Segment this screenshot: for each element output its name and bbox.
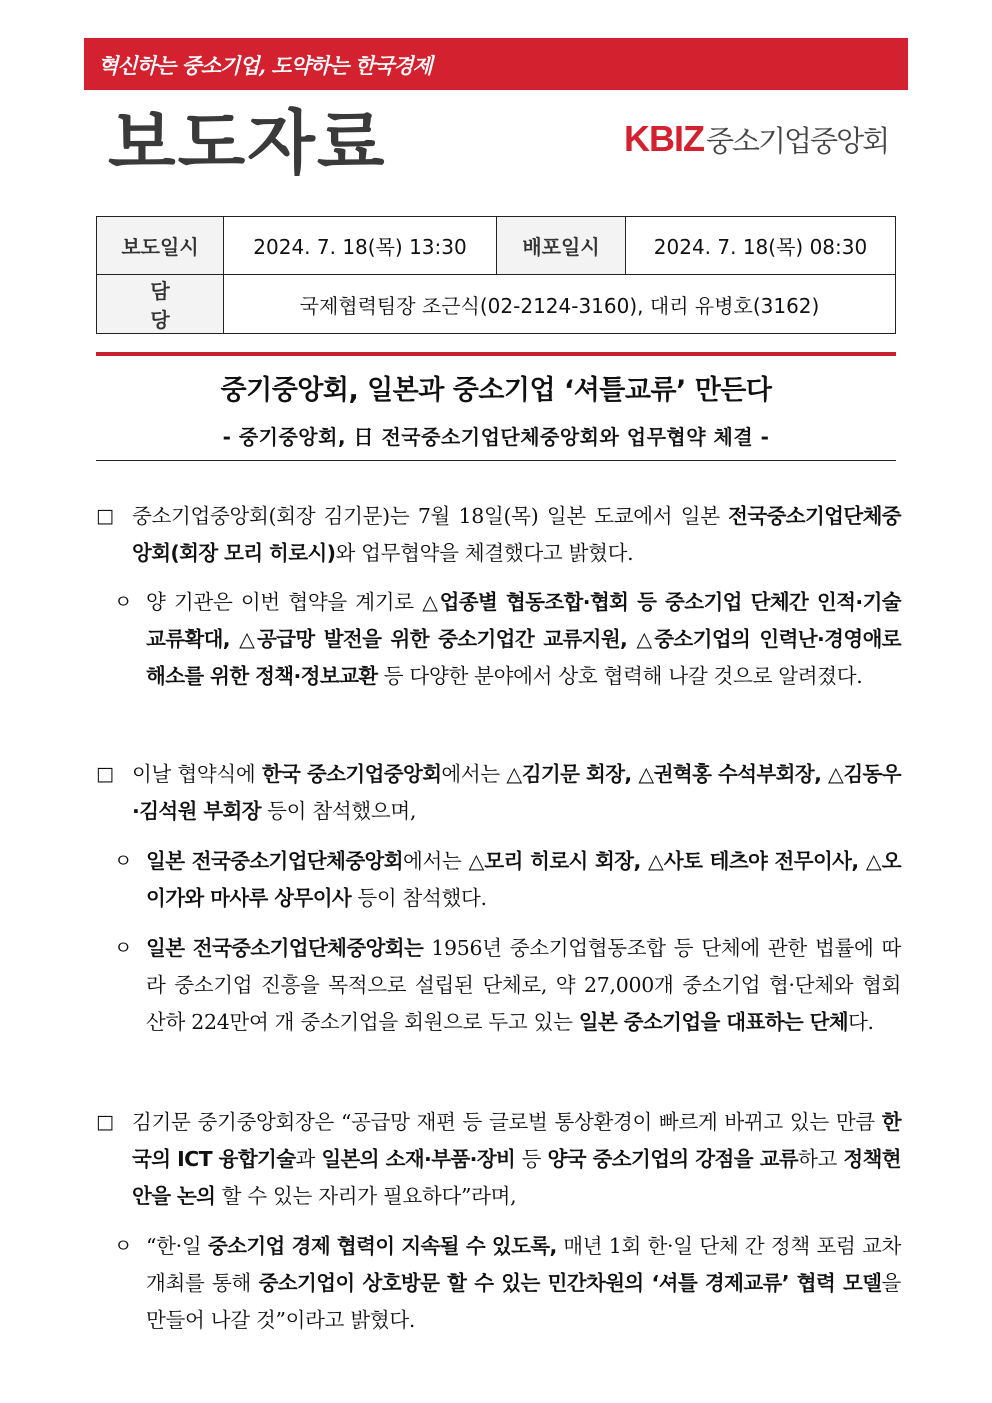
text: “한·일 bbox=[146, 1234, 208, 1258]
text: 1956년 중소기업협동조합 등 단체에 관한 법률에 따라 중소기업 진흥을 목적으로 설립된 단체로, 약 27,000개 중소기업 협·단체와 협회 산하 224만여 개 중소기업을 회원으로 두고 있는 bbox=[146, 936, 901, 1034]
box-bullet: □ bbox=[96, 1111, 114, 1133]
bold-text: 일본의 소재·부품·장비 bbox=[321, 1147, 516, 1171]
contact-value: 국제협력팀장 조근식(02-2124-3160), 대리 유병호(3162) bbox=[224, 275, 896, 334]
text: 김기문 중기중앙회장은 “공급망 재편 등 글로벌 통상환경이 빠르게 바뀌고 있는 만큼 bbox=[132, 1110, 882, 1134]
paragraph-2b bbox=[96, 930, 901, 1041]
top-banner bbox=[84, 38, 908, 90]
text: 등이 참석했으며, bbox=[260, 799, 417, 823]
bold-text: △업종별 협동조합·협회 등 중소기업 단체간 인적·기술 교류확대, △공급망 발전을 위한 중소기업간 교류지원, △중소기업의 인력난·경영애로 해소를 위한 정책·정보교환 bbox=[146, 590, 901, 688]
bold-text: △김기문 회장, △권혁홍 수석부회장, △김동우·김석원 부회장 bbox=[132, 762, 901, 823]
logo-org-name: 중소기업중앙회 bbox=[706, 123, 889, 158]
circle-bullet: ㅇ bbox=[114, 1235, 133, 1257]
bold-text: 한국 중소기업중앙회 bbox=[261, 762, 442, 786]
box-bullet: □ bbox=[96, 763, 114, 785]
logo-mark: KBIZ bbox=[624, 118, 704, 159]
headline-subtitle: - 중기중앙회, 日 전국중소기업단체중앙회와 업무협약 체결 - bbox=[222, 425, 770, 449]
text: 이날 협약식에 bbox=[132, 762, 262, 786]
paragraph-2 bbox=[96, 756, 901, 830]
bold-text: 중소기업 경제 협력이 지속될 수 있도록, bbox=[207, 1234, 557, 1258]
text: 할 수 있는 자리가 필요하다”라며, bbox=[215, 1184, 517, 1208]
text: 등이 참석했다. bbox=[351, 886, 487, 910]
title-divider-thin bbox=[96, 460, 896, 461]
text: 등 다양한 분야에서 상호 협력해 나갈 것으로 알려졌다. bbox=[377, 664, 863, 688]
doc-type-heading: 보도자료 bbox=[108, 102, 387, 184]
release-date-label: 보도일시 bbox=[97, 217, 224, 275]
circle-bullet: ㅇ bbox=[114, 937, 133, 959]
release-info-table bbox=[96, 216, 896, 334]
bold-text: △모리 히로시 회장, △사토 테츠야 전무이사, △오이가와 마사루 상무이사 bbox=[146, 849, 901, 910]
text: 와 업무협약을 체결했다고 밝혔다. bbox=[335, 541, 634, 565]
text: 다. bbox=[848, 1010, 874, 1034]
circle-bullet: ㅇ bbox=[114, 591, 133, 613]
text: 중소기업중앙회(회장 김기문)는 7월 18일(목) 일본 도쿄에서 일본 bbox=[132, 504, 729, 528]
paragraph-1a bbox=[96, 584, 901, 695]
banner-slogan: 혁신하는 중소기업, 도약하는 한국경제 bbox=[98, 53, 432, 78]
contact-label: 담 당 bbox=[97, 275, 224, 334]
bold-text: 한국의 ICT 융합기술 bbox=[132, 1110, 901, 1171]
text: 하고 bbox=[798, 1147, 844, 1171]
bold-text: 일본 전국중소기업단체중앙회 bbox=[146, 849, 403, 873]
circle-bullet: ㅇ bbox=[114, 850, 133, 872]
distribution-date-value: 2024. 7. 18(목) 08:30 bbox=[626, 217, 896, 275]
paragraph-3 bbox=[96, 1104, 901, 1215]
bold-text: 일본 전국중소기업단체중앙회는 bbox=[146, 936, 424, 960]
release-date-value: 2024. 7. 18(목) 13:30 bbox=[224, 217, 497, 275]
box-bullet: □ bbox=[96, 505, 114, 527]
text: 을 만들어 나갈 것”이라고 밝혔다. bbox=[146, 1271, 901, 1332]
bold-text: 중소기업이 상호방문 할 수 있는 민간차원의 ‘셔틀 경제교류’ 협력 모델 bbox=[258, 1271, 882, 1295]
title-divider-red bbox=[96, 352, 896, 356]
bold-text: 양국 중소기업의 강점을 교류 bbox=[547, 1147, 799, 1171]
paragraph-2a bbox=[96, 843, 901, 917]
paragraph-3a bbox=[96, 1228, 901, 1339]
kbiz-logo bbox=[624, 118, 888, 158]
text: 에서는 bbox=[441, 762, 507, 786]
bold-text: 정책현안을 논의 bbox=[132, 1147, 902, 1208]
text: 양 기관은 이번 협약을 계기로 bbox=[146, 590, 423, 614]
text: 과 bbox=[295, 1147, 322, 1171]
text: 매년 1회 한·일 단체 간 정책 포럼 교차 개최를 통해 bbox=[146, 1234, 901, 1295]
paragraph-1 bbox=[96, 498, 901, 572]
text: 등 bbox=[515, 1147, 548, 1171]
bold-text: 일본 중소기업을 대표하는 단체 bbox=[578, 1010, 849, 1034]
text: 에서는 bbox=[402, 849, 469, 873]
headline-title: 중기중앙회, 일본과 중소기업 ‘셔틀교류’ 만든다 bbox=[220, 375, 772, 406]
bold-text: 전국중소기업단체중앙회(회장 모리 히로시) bbox=[132, 504, 901, 565]
distribution-date-label: 배포일시 bbox=[497, 217, 626, 275]
